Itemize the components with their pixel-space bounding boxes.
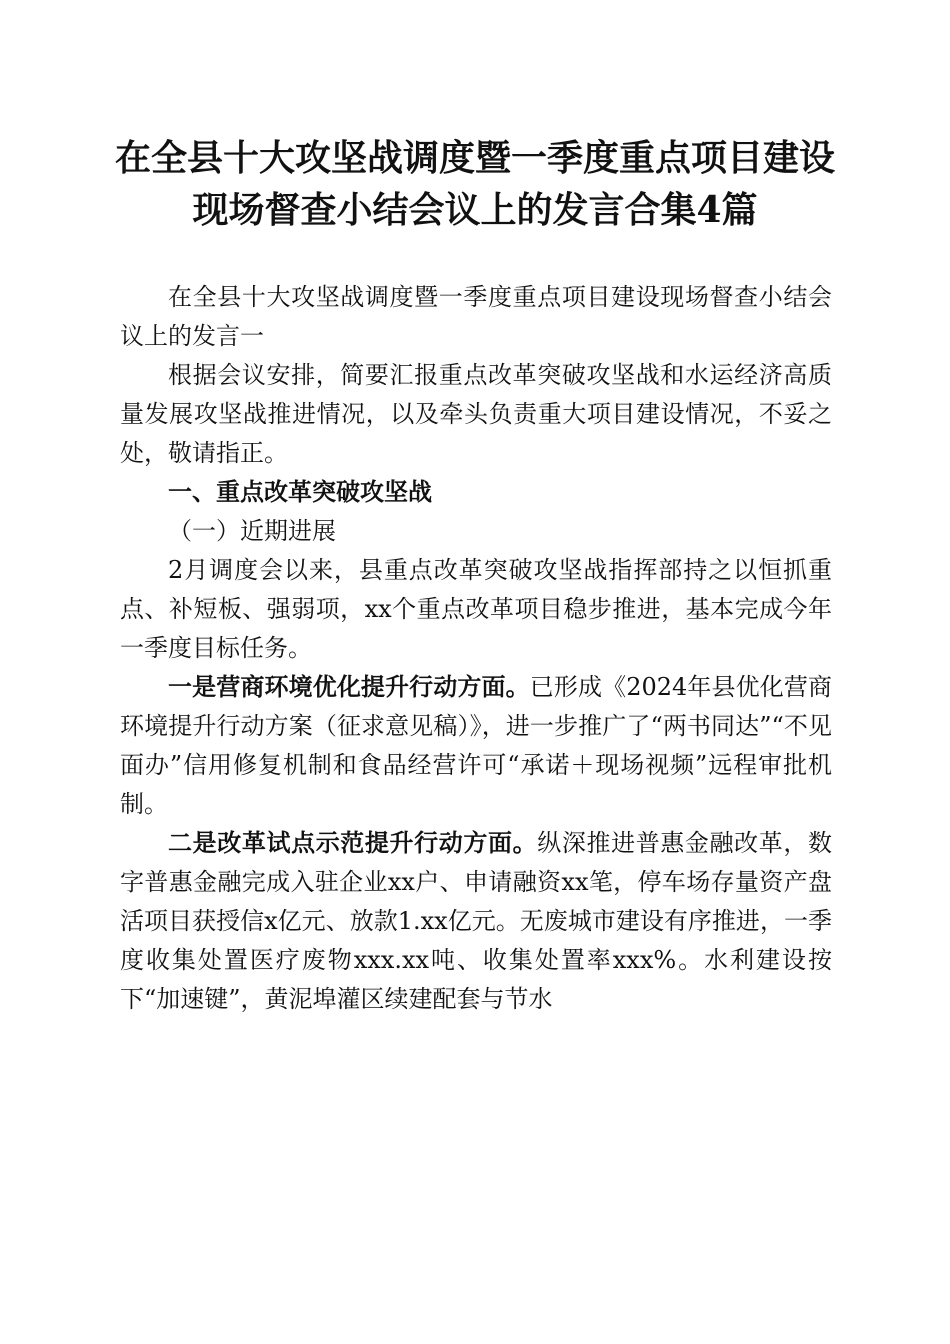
item-paragraph-2 xyxy=(120,824,832,1019)
title-line-1: 在全县十大攻坚战调度暨一季度重点项目建设 xyxy=(114,137,835,179)
section-heading: 一、重点改革突破攻坚战 xyxy=(168,478,432,506)
subsection-heading: （一）近期进展 xyxy=(168,517,336,545)
document-body xyxy=(120,278,832,1019)
item-2-body: 纵深推进普惠金融改革，数字普惠金融完成入驻企业xx户、申请融资xx笔，停车场存量资产盘活项目获授信x亿元、放款1.xx亿元。无废城市建设有序推进，一季度收集处置医疗废物xxx.xx吨、收集处置率xxx%。水利建设按下“加速键”，黄泥埠灌区续建配套与节水 xyxy=(120,829,833,1013)
progress-paragraph: 2月调度会以来，县重点改革突破攻坚战指挥部持之以恒抓重点、补短板、强弱项，xx个重点改革项目稳步推进，基本完成今年一季度目标任务。 xyxy=(120,556,832,662)
title-line-2: 现场督查小结会议上的发言合集4篇 xyxy=(192,189,758,231)
item-paragraph-1 xyxy=(120,668,832,824)
item-1-lead: 一是营商环境优化提升行动方面。 xyxy=(168,673,530,701)
item-2-lead: 二是改革试点示范提升行动方面。 xyxy=(168,829,538,857)
speech-subtitle: 在全县十大攻坚战调度暨一季度重点项目建设现场督查小结会议上的发言一 xyxy=(120,283,832,350)
document-title xyxy=(100,132,850,236)
item-1-body: 已形成《2024年县优化营商环境提升行动方案（征求意见稿）》，进一步推广了“两书同达”“不见面办”信用修复机制和食品经营许可“承诺＋现场视频”远程审批机制。 xyxy=(120,673,833,818)
intro-paragraph: 根据会议安排，简要汇报重点改革突破攻坚战和水运经济高质量发展攻坚战推进情况，以及牵头负责重大项目建设情况，不妥之处，敬请指正。 xyxy=(120,361,832,467)
